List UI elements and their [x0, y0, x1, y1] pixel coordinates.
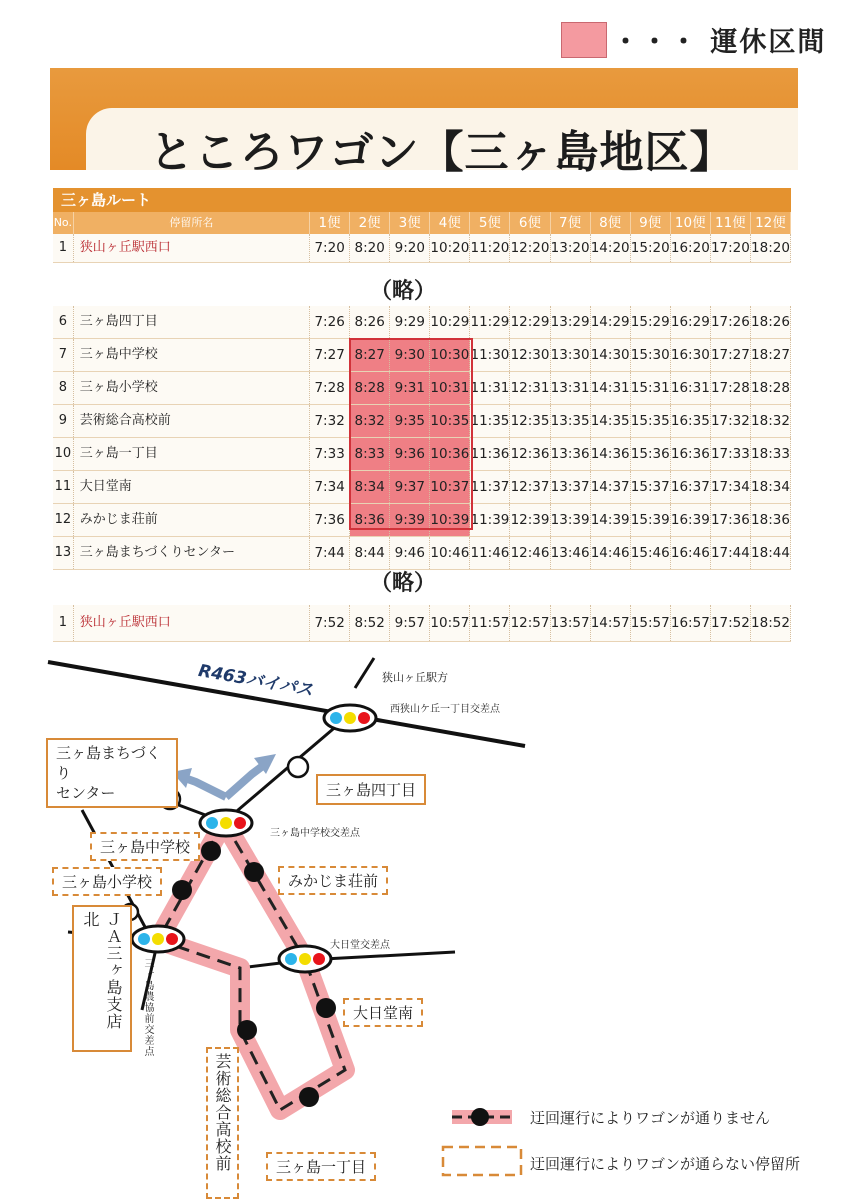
row-time: 8:44	[350, 537, 390, 569]
row-time: 7:33	[310, 438, 350, 470]
row-time: 12:30	[510, 339, 550, 371]
row-stop-name: 三ヶ島四丁目	[74, 306, 310, 338]
table-row	[53, 605, 791, 642]
row-time: 11:31	[470, 372, 510, 404]
row-time: 13:31	[551, 372, 591, 404]
row-time: 9:35	[390, 405, 430, 437]
row-time: 18:33	[751, 438, 791, 470]
stop-itchome-label: 三ヶ島一丁目	[266, 1152, 376, 1181]
row-time: 8:26	[350, 306, 390, 338]
row-time: 18:36	[751, 504, 791, 536]
stop-dainichido-minami-label: 大日堂南	[343, 998, 423, 1027]
row-time: 18:27	[751, 339, 791, 371]
stop-chugakko-label: 三ヶ島中学校	[90, 832, 200, 861]
table-row	[53, 471, 791, 504]
legend-skipped-text: 迂回運行によりワゴンが通らない停留所	[530, 1155, 801, 1173]
timetable-bottom	[53, 605, 791, 642]
row-time: 17:52	[711, 605, 751, 641]
row-time: 10:46	[430, 537, 470, 569]
row-time: 8:28	[350, 372, 390, 404]
omitted-label: （略）	[370, 279, 437, 304]
row-time: 14:36	[591, 438, 631, 470]
header-trip: 6便	[510, 212, 550, 234]
row-no: 6	[53, 306, 74, 338]
row-time: 7:44	[310, 537, 350, 569]
row-time: 9:46	[390, 537, 430, 569]
row-time: 11:36	[470, 438, 510, 470]
header-trip: 2便	[350, 212, 390, 234]
row-stop-name: 大日堂南	[74, 471, 310, 503]
table-row	[53, 306, 791, 339]
row-stop-name: 三ヶ島まちづくりセンター	[74, 537, 310, 569]
row-time: 8:20	[350, 234, 390, 262]
row-time: 8:32	[350, 405, 390, 437]
row-time: 11:35	[470, 405, 510, 437]
row-time: 9:20	[390, 234, 430, 262]
row-time: 15:29	[631, 306, 671, 338]
row-time: 8:34	[350, 471, 390, 503]
row-time: 12:46	[510, 537, 550, 569]
stop-yonchome-label: 三ヶ島四丁目	[316, 774, 426, 805]
row-time: 15:35	[631, 405, 671, 437]
row-no: 12	[53, 504, 74, 536]
row-time: 7:28	[310, 372, 350, 404]
row-time: 17:32	[711, 405, 751, 437]
row-time: 11:46	[470, 537, 510, 569]
row-time: 18:28	[751, 372, 791, 404]
row-time: 10:37	[430, 471, 470, 503]
row-time: 18:32	[751, 405, 791, 437]
row-no: 7	[53, 339, 74, 371]
closed-section-legend-swatch	[561, 22, 607, 58]
row-time: 17:36	[711, 504, 751, 536]
row-time: 10:36	[430, 438, 470, 470]
row-time: 12:39	[510, 504, 550, 536]
row-time: 11:29	[470, 306, 510, 338]
intersection-label: 三ヶ島中学校交差点	[270, 828, 360, 839]
row-time: 7:34	[310, 471, 350, 503]
row-time: 7:26	[310, 306, 350, 338]
row-time: 14:35	[591, 405, 631, 437]
row-time: 16:39	[671, 504, 711, 536]
timetable-top	[53, 188, 791, 263]
row-time: 10:20	[430, 234, 470, 262]
table-row	[53, 405, 791, 438]
row-time: 15:36	[631, 438, 671, 470]
row-time: 15:30	[631, 339, 671, 371]
table-row	[53, 234, 791, 263]
row-time: 12:36	[510, 438, 550, 470]
direction-label: 狭山ヶ丘駅方	[382, 671, 448, 684]
row-time: 10:39	[430, 504, 470, 536]
ja-branch-label: ＪＡ三ヶ島支店北	[72, 905, 132, 1052]
header-trip: 10便	[671, 212, 711, 234]
header-trip: 8便	[591, 212, 631, 234]
row-time: 13:29	[551, 306, 591, 338]
route-name: 三ヶ島ルート	[53, 188, 791, 212]
row-time: 12:37	[510, 471, 550, 503]
row-time: 18:26	[751, 306, 791, 338]
row-time: 17:20	[711, 234, 751, 262]
row-time: 7:52	[310, 605, 350, 641]
row-time: 14:37	[591, 471, 631, 503]
row-time: 17:28	[711, 372, 751, 404]
timetable-middle	[53, 306, 791, 570]
row-time: 18:20	[751, 234, 791, 262]
row-time: 15:20	[631, 234, 671, 262]
row-time: 14:46	[591, 537, 631, 569]
row-time: 8:33	[350, 438, 390, 470]
row-time: 10:35	[430, 405, 470, 437]
row-no: 1	[53, 605, 74, 641]
title-banner	[50, 68, 798, 178]
omitted-label: （略）	[370, 571, 437, 596]
row-no: 10	[53, 438, 74, 470]
header-no: No.	[53, 212, 74, 234]
row-time: 13:46	[551, 537, 591, 569]
row-time: 11:57	[470, 605, 510, 641]
row-time: 17:27	[711, 339, 751, 371]
row-time: 15:57	[631, 605, 671, 641]
row-time: 14:31	[591, 372, 631, 404]
machizukuri-center-label: 三ヶ島まちづくり センター	[46, 738, 178, 808]
row-time: 18:34	[751, 471, 791, 503]
row-time: 7:27	[310, 339, 350, 371]
header-trip: 4便	[430, 212, 470, 234]
row-time: 14:29	[591, 306, 631, 338]
intersection-label: 大日堂交差点	[330, 940, 390, 951]
row-time: 12:20	[510, 234, 550, 262]
row-time: 12:31	[510, 372, 550, 404]
row-time: 13:39	[551, 504, 591, 536]
row-time: 16:37	[671, 471, 711, 503]
row-time: 18:52	[751, 605, 791, 641]
row-time: 14:20	[591, 234, 631, 262]
row-time: 13:20	[551, 234, 591, 262]
header-trip: 9便	[631, 212, 671, 234]
row-time: 9:39	[390, 504, 430, 536]
row-time: 16:35	[671, 405, 711, 437]
row-time: 16:57	[671, 605, 711, 641]
row-time: 18:44	[751, 537, 791, 569]
table-row	[53, 504, 791, 537]
row-stop-name: 狭山ヶ丘駅西口	[74, 605, 310, 641]
row-time: 15:39	[631, 504, 671, 536]
row-stop-name: みかじま荘前	[74, 504, 310, 536]
row-time: 15:46	[631, 537, 671, 569]
row-time: 13:30	[551, 339, 591, 371]
row-time: 13:36	[551, 438, 591, 470]
intersection-label: 西狭山ケ丘一丁目交差点	[390, 704, 500, 715]
row-time: 8:27	[350, 339, 390, 371]
row-time: 17:33	[711, 438, 751, 470]
row-time: 13:57	[551, 605, 591, 641]
row-time: 11:30	[470, 339, 510, 371]
row-stop-name: 狭山ヶ丘駅西口	[74, 234, 310, 262]
road-label: R463バイパス	[196, 661, 315, 701]
row-time: 16:20	[671, 234, 711, 262]
row-no: 11	[53, 471, 74, 503]
row-time: 13:37	[551, 471, 591, 503]
row-time: 17:26	[711, 306, 751, 338]
row-time: 8:52	[350, 605, 390, 641]
row-time: 9:57	[390, 605, 430, 641]
row-stop-name: 三ヶ島中学校	[74, 339, 310, 371]
closed-section-legend-text: ・・・ 運休区間	[612, 27, 827, 58]
row-time: 11:39	[470, 504, 510, 536]
row-time: 16:30	[671, 339, 711, 371]
row-time: 9:31	[390, 372, 430, 404]
row-time: 11:37	[470, 471, 510, 503]
row-time: 11:20	[470, 234, 510, 262]
row-no: 8	[53, 372, 74, 404]
row-time: 10:30	[430, 339, 470, 371]
row-time: 9:36	[390, 438, 430, 470]
row-time: 12:29	[510, 306, 550, 338]
header-trip: 5便	[470, 212, 510, 234]
header-trip: 3便	[390, 212, 430, 234]
row-time: 8:36	[350, 504, 390, 536]
page-title: ところワゴン【三ヶ島地区】	[149, 127, 735, 178]
header-stop: 停留所名	[74, 212, 310, 234]
row-time: 16:31	[671, 372, 711, 404]
table-row	[53, 438, 791, 471]
row-time: 10:29	[430, 306, 470, 338]
table-row	[53, 372, 791, 405]
table-row	[53, 339, 791, 372]
row-time: 17:34	[711, 471, 751, 503]
row-time: 14:30	[591, 339, 631, 371]
intersection-label: 三ヶ島農協前交差点	[142, 958, 153, 1057]
stop-shogakko-label: 三ヶ島小学校	[52, 867, 162, 896]
row-time: 7:20	[310, 234, 350, 262]
header-trip: 7便	[551, 212, 591, 234]
header-trip: 12便	[751, 212, 791, 234]
row-time: 16:46	[671, 537, 711, 569]
row-time: 13:35	[551, 405, 591, 437]
row-stop-name: 三ヶ島一丁目	[74, 438, 310, 470]
row-time: 10:57	[430, 605, 470, 641]
row-time: 10:31	[430, 372, 470, 404]
row-time: 12:35	[510, 405, 550, 437]
row-time: 9:30	[390, 339, 430, 371]
row-time: 9:37	[390, 471, 430, 503]
row-time: 7:32	[310, 405, 350, 437]
row-time: 15:37	[631, 471, 671, 503]
row-time: 17:44	[711, 537, 751, 569]
header-trip: 11便	[711, 212, 751, 234]
row-time: 16:36	[671, 438, 711, 470]
row-no: 1	[53, 234, 74, 262]
row-time: 15:31	[631, 372, 671, 404]
timetable-header	[53, 212, 791, 234]
row-time: 12:57	[510, 605, 550, 641]
row-time: 14:57	[591, 605, 631, 641]
row-time: 16:29	[671, 306, 711, 338]
row-time: 14:39	[591, 504, 631, 536]
header-trip: 1便	[310, 212, 350, 234]
stop-mikajimaso-label: みかじま荘前	[278, 866, 388, 895]
row-stop-name: 三ヶ島小学校	[74, 372, 310, 404]
row-no: 13	[53, 537, 74, 569]
legend-detour-text: 迂回運行によりワゴンが通りません	[530, 1109, 771, 1127]
row-no: 9	[53, 405, 74, 437]
row-time: 9:29	[390, 306, 430, 338]
stop-geijutsu-label: 芸術総合高校前	[206, 1047, 239, 1199]
row-time: 7:36	[310, 504, 350, 536]
row-stop-name: 芸術総合高校前	[74, 405, 310, 437]
